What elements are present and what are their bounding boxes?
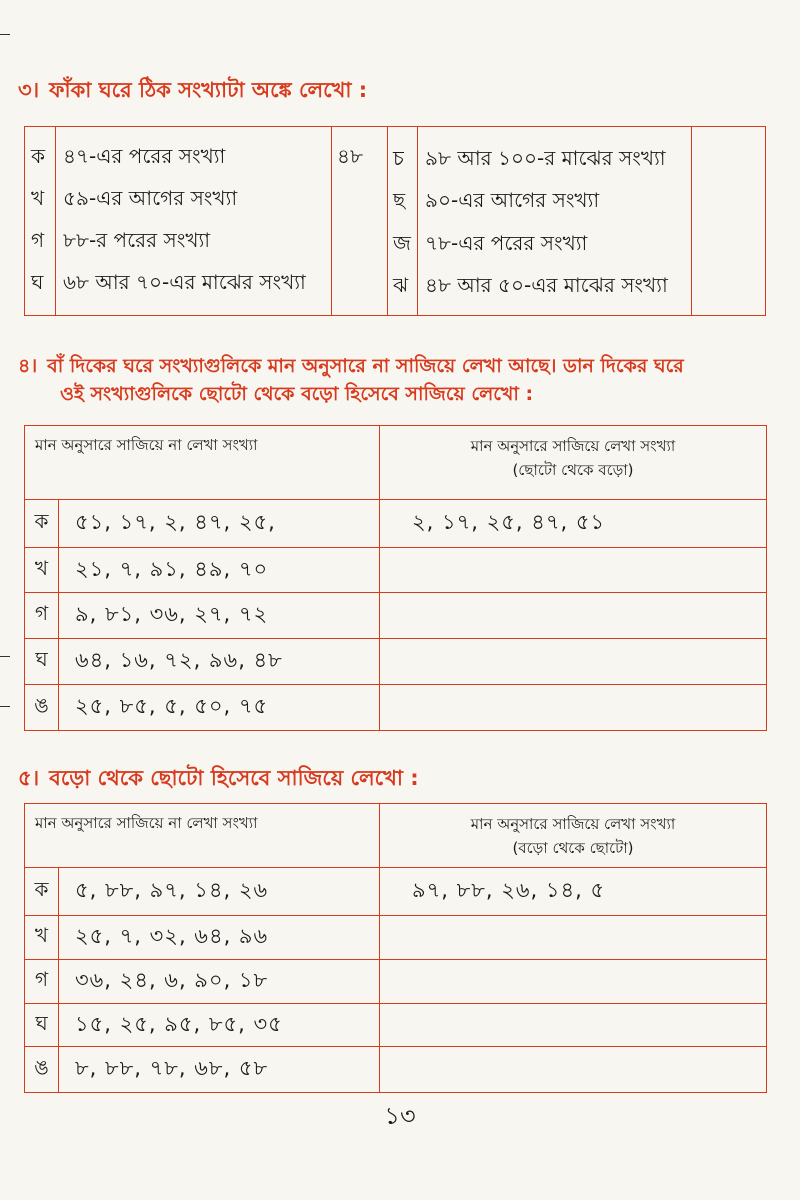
row-label: ক [25,868,59,916]
sorted-answer[interactable] [380,960,767,1004]
answer-box[interactable] [697,230,761,256]
answer-box[interactable] [697,187,761,213]
unsorted-numbers: ৫১, ১৭, ২, ৪৭, ২৫, [59,500,380,548]
row-label: গ [25,593,59,639]
row-label: ক [25,500,59,548]
section-3-number: ৩। [18,78,40,102]
row-question: ৬৮ আর ৭০-এর মাঝের সংখ্যা [63,270,306,294]
sorted-answer[interactable] [380,1047,767,1093]
header-sorted-line2: (ছোটো থেকে বড়ো) [512,461,634,479]
row-label: ঘ [31,270,44,294]
answer-box[interactable] [337,269,385,295]
section-3-title [18,76,367,104]
section-5-number: ৫। [18,766,40,790]
page-number: ১৩ [384,1102,416,1130]
table-row [25,868,767,916]
row-question: ৪৮ আর ৫০-এর মাঝের সংখ্যা [425,273,668,297]
sorted-answer[interactable] [380,1004,767,1047]
row-question: ৪৭-এর পরের সংখ্যা [63,144,226,168]
header-sorted [380,426,767,500]
answer-box[interactable] [697,145,761,171]
sorted-answer[interactable] [380,685,767,731]
header-unsorted: মান অনুসারে সাজিয়ে না লেখা সংখ্যা [25,426,380,500]
row-question: ৫৯-এর আগের সংখ্যা [63,186,238,210]
unsorted-numbers: ২১, ৭, ৯১, ৪৯, ৭০ [59,548,380,593]
divider [691,127,692,315]
row-question: ৯৮ আর ১০০-র মাঝের সংখ্যা [425,146,666,170]
section-5-heading: বড়ো থেকে ছোটো হিসেবে সাজিয়ে লেখো : [49,766,419,790]
table-row [25,639,767,685]
row-question: ৭৮-এর পরের সংখ্যা [425,231,588,255]
divider [387,127,388,315]
header-sorted [380,804,767,868]
row-label: ক [31,144,45,168]
section-5-title [18,764,419,792]
header-sorted-line1: মান অনুসারে সাজিয়ে লেখা সংখ্যা [470,437,676,455]
row-label: ঙ [25,685,59,731]
section-3-heading: ফাঁকা ঘরে ঠিক সংখ্যাটা অঙ্কে লেখো : [49,78,368,102]
row-label: খ [31,186,45,210]
row-label: চ [393,146,404,170]
table-row [25,593,767,639]
sorted-answer[interactable] [380,548,767,593]
section-4-title [18,352,684,408]
section-4-heading-line1: বাঁ দিকের ঘরে সংখ্যাগুলিকে মান অনুসারে না সাজিয়ে লেখা আছে। ডান দিকের ঘরে [47,355,684,377]
unsorted-numbers: ৮, ৮৮, ৭৮, ৬৮, ৫৮ [59,1047,380,1093]
row-label: ঙ [25,1047,59,1093]
row-label: ঘ [25,1004,59,1047]
row-label: ঝ [393,273,409,297]
section-4-heading-line2: ওই সংখ্যাগুলিকে ছোটো থেকে বড়ো হিসেবে সাজিয়ে লেখো : [60,383,534,405]
fill-in-table [24,126,766,316]
header-unsorted: মান অনুসারে সাজিয়ে না লেখা সংখ্যা [25,804,380,868]
unsorted-numbers: ৩৬, ২৪, ৬, ৯০, ১৮ [59,960,380,1004]
row-label: গ [31,228,45,252]
header-sorted-line1: মান অনুসারে সাজিয়ে লেখা সংখ্যা [470,815,676,833]
answer-box[interactable] [337,227,385,253]
row-question: ৮৮-র পরের সংখ্যা [63,228,211,252]
row-label: গ [25,960,59,1004]
unsorted-numbers: ৬৪, ১৬, ৭২, ৯৬, ৪৮ [59,639,380,685]
table-row [25,500,767,548]
descending-sort-table [24,803,767,1093]
table-row [25,548,767,593]
ascending-sort-table [24,425,767,731]
sorted-answer[interactable]: ২, ১৭, ২৫, ৪৭, ৫১ [380,500,767,548]
table-row [25,1047,767,1093]
table-row [25,1004,767,1047]
unsorted-numbers: ২৫, ৭, ৩২, ৬৪, ৯৬ [59,916,380,960]
page-edge-mark [0,34,10,35]
divider [417,127,418,315]
section-4-number: ৪। [18,355,38,377]
header-sorted-line2: (বড়ো থেকে ছোটো) [512,839,634,857]
row-label: জ [393,231,411,255]
answer-box[interactable] [697,272,761,298]
sorted-answer[interactable] [380,593,767,639]
table-row [25,960,767,1004]
unsorted-numbers: ৯, ৮১, ৩৬, ২৭, ৭২ [59,593,380,639]
unsorted-numbers: ১৫, ২৫, ৯৫, ৮৫, ৩৫ [59,1004,380,1047]
sorted-answer[interactable] [380,916,767,960]
row-label: ঘ [25,639,59,685]
sorted-answer[interactable]: ৯৭, ৮৮, ২৬, ১৪, ৫ [380,868,767,916]
row-label: খ [25,916,59,960]
unsorted-numbers: ২৫, ৮৫, ৫, ৫০, ৭৫ [59,685,380,731]
row-question: ৯০-এর আগের সংখ্যা [425,188,600,212]
answer-box[interactable]: ৪৮ [337,144,363,168]
divider [331,127,332,315]
table-row [25,685,767,731]
answer-box[interactable] [337,185,385,211]
divider [55,127,56,315]
page-edge-mark [0,706,10,707]
row-label: ছ [393,188,406,212]
unsorted-numbers: ৫, ৮৮, ৯৭, ১৪, ২৬ [59,868,380,916]
table-row [25,916,767,960]
page-edge-mark [0,656,10,657]
sorted-answer[interactable] [380,639,767,685]
row-label: খ [25,548,59,593]
